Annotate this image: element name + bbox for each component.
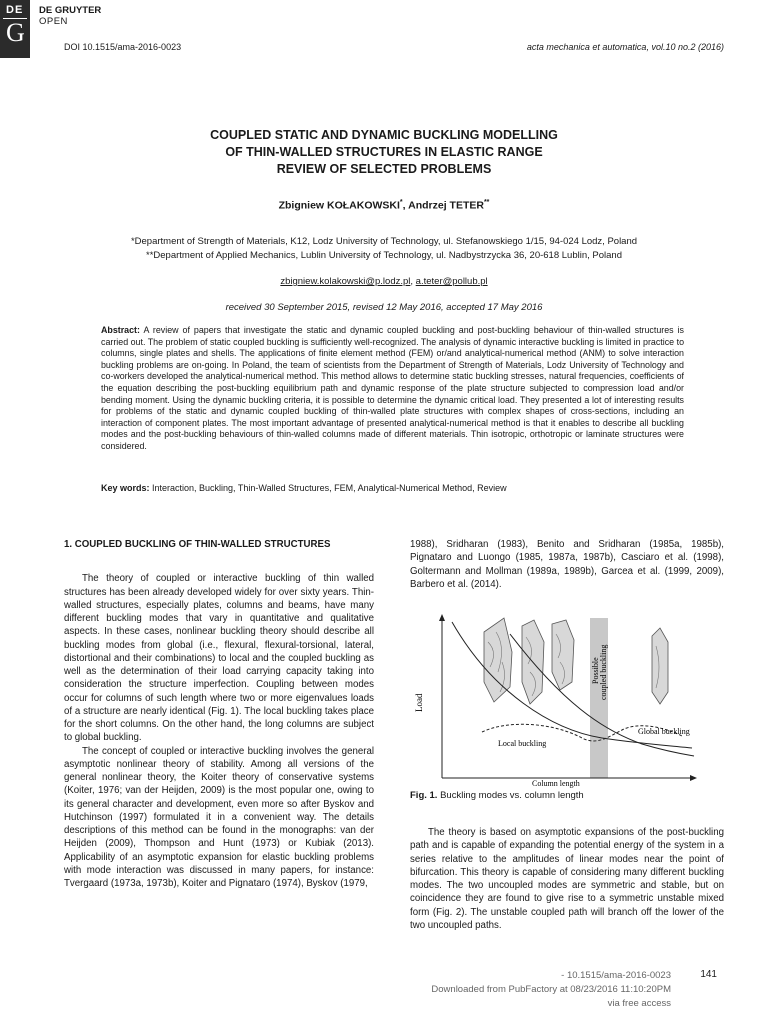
- paragraph-3: 1988), Sridharan (1983), Benito and Sridharan (1985a, 1985b), Pignataro and Luongo (1985, 1987a, 1987b), Casciaro et al. (1998), Goltermann and Mollman (1989a, 1989b), Garcea et al. (1999, 2009), Barbero et al. (2014).: [410, 539, 724, 590]
- author-list: [0, 199, 768, 212]
- logo-top-text: DE: [6, 4, 24, 16]
- affiliation-2: **Department of Applied Mechanics, Lublin University of Technology, ul. Nadbystrzycka 36, 20-618 Lublin, Poland: [146, 250, 622, 261]
- local-mode-sketch-3: [552, 620, 574, 690]
- global-buckling-label: Global buckling: [638, 727, 690, 736]
- affiliation-1: *Department of Strength of Materials, K12, Lodz University of Technology, ul. Stefanowskiego 1/15, 94-024 Lodz, Poland: [130, 236, 638, 247]
- global-mode-sketch: [652, 628, 668, 704]
- keywords-label: Key words:: [101, 483, 150, 493]
- page-number: 141: [700, 969, 717, 980]
- right-column-top: [410, 538, 724, 591]
- right-column-bottom: [410, 826, 724, 932]
- caption-label: Fig. 1.: [410, 790, 438, 801]
- section-heading: 1. COUPLED BUCKLING OF THIN-WALLED STRUCTURES: [64, 539, 331, 550]
- y-axis-arrow: [439, 614, 445, 621]
- publisher-name-sub: OPEN: [39, 16, 68, 27]
- abstract-label: Abstract:: [101, 325, 140, 335]
- author-emails: [0, 276, 768, 287]
- x-axis-arrow: [690, 775, 697, 781]
- affiliations: [0, 235, 768, 263]
- title-line-1: COUPLED STATIC AND DYNAMIC BUCKLING MODELLING: [210, 128, 558, 142]
- download-footer: [431, 969, 671, 1011]
- publisher-name: [39, 5, 101, 27]
- email-link-1[interactable]: zbigniew.kolakowski@p.lodz.pl: [280, 276, 411, 287]
- band-label-2: coupled buckling: [599, 644, 608, 700]
- x-axis-label: Column length: [532, 779, 580, 788]
- email-link-2[interactable]: a.teter@pollub.pl: [415, 276, 488, 287]
- author-1-mark: *: [399, 199, 403, 206]
- journal-reference: acta mechanica et automatica, vol.10 no.2 (2016): [526, 42, 724, 52]
- abstract-text: A review of papers that investigate the static and dynamic coupled buckling and post-buckling behaviour of thin-walled structures is carried out. The problem of static coupled buckling is sufficiently well-recognized. The analysis of dynamic interactive buckling is limited in practice to columns, single plates and shells. The applications of finite element method (FEM) or/and analytical-numerical method (ANM) to solve interaction buckling problems are on-going. In Poland, the team of scientists from the Department of Strength of Materials, Lodz University of Technology and co-workers developed the analytical-numerical method. This method allows to determine static buckling stresses, natural frequencies, coefficients of the equation describing the post-buckling equilibrium path and dynamic response of the plate structure subjected to compression load and/or bending moment. Using the dynamic buckling criteria, it is possible to determine the dynamic critical load. They presented a lot of interesting results for problems of the static and dynamic coupled buckling of thin-walled plate structures with complex shapes of cross-sections, including an interaction of component plates. The most important advantage of presented analytical-numerical method is that it enables to describe all buckling modes and the post-buckling behaviours of thin-walled columns made of different materials. Thin isotropic, orthotropic or laminate structures were considered.: [101, 325, 684, 451]
- local-mode-sketch-1: [484, 618, 512, 702]
- paper-title: [0, 127, 768, 178]
- title-line-2: OF THIN-WALLED STRUCTURES IN ELASTIC RANGE: [225, 145, 543, 159]
- author-2: Andrzej TETER: [408, 199, 484, 212]
- footer-access-note: via free access: [607, 998, 671, 1009]
- email-separator: ,: [410, 276, 416, 287]
- publisher-name-main: DE GRUYTER: [39, 5, 102, 16]
- footer-download-note: Downloaded from PubFactory at 08/23/2016 11:10:20PM: [431, 984, 671, 995]
- figure-caption: [410, 790, 584, 801]
- caption-text: Buckling modes vs. column length: [437, 790, 584, 801]
- author-separator: ,: [402, 199, 409, 212]
- received-dates: received 30 September 2015, revised 12 May 2016, accepted 17 May 2016: [225, 302, 543, 313]
- paragraph-4: The theory is based on asymptotic expansions of the post-buckling path and is capable of expanding the potential energy of the system in a series relative to the amplitudes of linear modes near the point of bifurcation. This theory is capable of considering many different buckling modes. The two uncoupled modes are symmetric and stable, but on coincidence they are found to give rise to a symmetric unstable mixed form (Fig. 2). The unstable coupled path will branch off the lower of the two uncoupled paths.: [410, 827, 724, 931]
- author-1: Zbigniew KOŁAKOWSKI: [278, 199, 400, 212]
- band-label-1: Possible: [591, 657, 600, 684]
- paragraph-1: The theory of coupled or interactive buckling of thin walled structures has been already developed widely for over sixty years. Thin-walled structures, especially plates, columns and beams, have many different buckling modes that vary in quantitative and qualitative aspects. In these cases, nonlinear buckling theory should describe all buckling modes from global (i.e., flexural, flexural-torsional, lateral, distortional and their combinations) to local and the coupled buckling as well as the determination of their load carrying capacity taking into consideration the structure imperfection. Coupling between modes occur for columns of such length where two or more eigenvalues loads of a structure are nearly identical (Fig. 1). The local buckling takes place for the short columns. On the other hand, the long columns are subject to global buckling.: [64, 573, 374, 744]
- keywords-text: Interaction, Buckling, Thin-Walled Structures, FEM, Analytical-Numerical Method, Review: [149, 483, 507, 493]
- keywords: [101, 483, 684, 493]
- author-2-mark: **: [483, 199, 490, 206]
- paragraph-2: The concept of coupled or interactive buckling involves the general asymptotic nonlinear theory of stability. Among all versions of the general nonlinear theory, the Koiter theory of conservative systems (Koiter, 1976; van der Heijden, 2009) is the most popular one, owing to its general character and development, even more so after Byskov and Hutchinson (1997) formulated it in a convenient way. The details descriptions of this method can be found in the monographs: van der Heijden (2009), Thompson and Hunt (1973) or Kubiak (2013). Applicability of an asymptotic expansion for elastic buckling problems with mode interaction was discussed in many papers, for instance: Tvergaard (1973a, 1973b), Koiter and Pignataro (1974), Byskov (1979,: [64, 745, 374, 889]
- y-axis-label: Load: [414, 693, 424, 712]
- footer-doi: - 10.1515/ama-2016-0023: [561, 970, 671, 981]
- local-buckling-label: Local buckling: [498, 739, 547, 748]
- title-line-3: REVIEW OF SELECTED PROBLEMS: [276, 162, 492, 176]
- figure-buckling-modes: [412, 612, 702, 788]
- logo-bottom-text: G: [6, 18, 25, 47]
- abstract: [101, 325, 684, 453]
- left-column: [64, 538, 374, 890]
- publisher-logo: [0, 0, 30, 58]
- doi: DOI 10.1515/ama-2016-0023: [64, 42, 182, 52]
